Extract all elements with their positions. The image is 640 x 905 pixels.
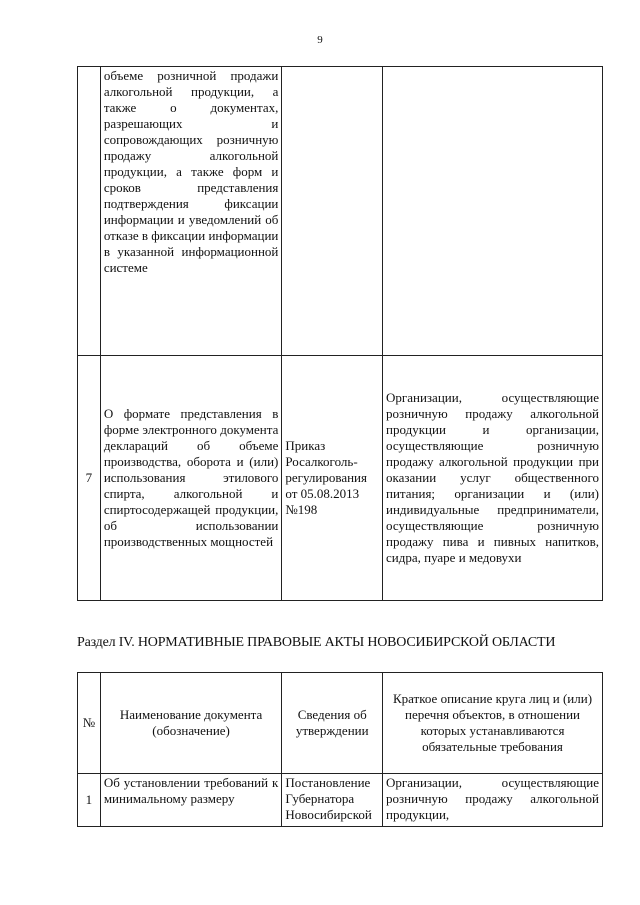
row-number-cell: 7 — [78, 356, 101, 601]
description-cell: Организации, осуществляющие розничную продажу алкогольной продукции, — [383, 774, 603, 827]
row-number-cell: 1 — [78, 774, 101, 827]
page-number: 9 — [317, 34, 323, 46]
header-number: № — [78, 673, 101, 774]
approval-info-cell: Постановление Губернатора Новосибирской — [282, 774, 383, 827]
header-approval-info: Сведения об утверждении — [282, 673, 383, 774]
approval-info-cell — [282, 67, 383, 356]
table-row — [78, 774, 603, 827]
table-header-row — [78, 673, 603, 774]
section-title: Раздел IV. НОРМАТИВНЫЕ ПРАВОВЫЕ АКТЫ НОВОСИБИРСКОЙ ОБЛАСТИ — [77, 635, 556, 650]
header-document-name: Наименование документа (обозначение) — [100, 673, 282, 774]
header-description: Краткое описание круга лиц и (или) перечня объектов, в отношении которых устанавливаются обязательные требования — [383, 673, 603, 774]
regional-acts-table — [77, 672, 603, 827]
table-row — [78, 67, 603, 356]
description-cell: Организации, осуществляющие розничную продажу алкогольной продукции и организации, осуществляющие розничную продажу алкогольной продукции при оказании услуг общественного питания; организации и (или) индивидуальные предприниматели, осуществляющие розничную продажу пива и пивных напитков, сидра, пуаре и медовухи — [383, 356, 603, 601]
document-name-cell: Об установлении требований к минимальному размеру — [100, 774, 282, 827]
approval-info-cell: Приказ Росалкоголь-регулирования от 05.08.2013 №198 — [282, 356, 383, 601]
table-row — [78, 356, 603, 601]
document-name-cell: О формате представления в форме электронного документа деклараций об объеме производства, оборота и (или) использования этилового спирта, алкогольной и спиртосодержащей продукции, об использовании производственных мощностей — [100, 356, 282, 601]
description-cell — [383, 67, 603, 356]
document-name-cell: объеме розничной продажи алкогольной продукции, а также о документах, разрешающих и сопровождающих розничную продажу алкогольной продукции, а также форм и сроков представления подтверждения фиксации информации и уведомлений об отказе в фиксации информации в указанной информационной системе — [100, 67, 282, 356]
row-number-cell — [78, 67, 101, 356]
requirements-table-continued — [77, 66, 603, 601]
